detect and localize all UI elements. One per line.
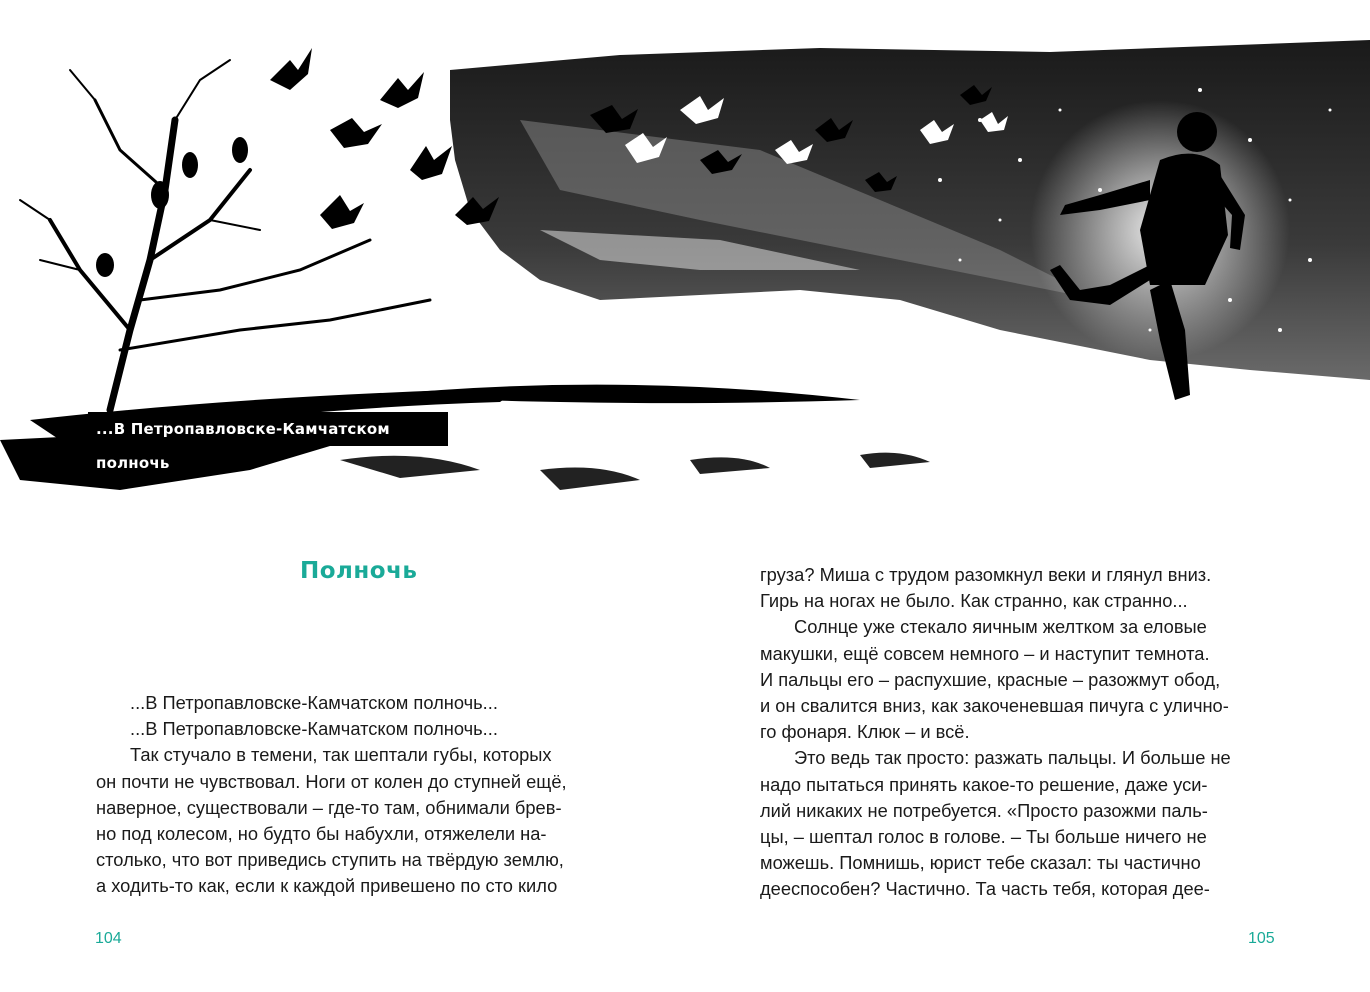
text-line: Солнце уже стекало яичным желтком за еловые [794, 616, 1207, 638]
text-line: столько, что вот приведись ступить на твёрдую землю, [96, 849, 564, 871]
left-page-text [96, 690, 616, 900]
bare-tree [20, 60, 430, 410]
text-line: И пальцы его – распухшие, красные – разожмут обод, [760, 668, 1221, 690]
text-line: а ходить-то как, если к каждой привешено по сто кило [96, 875, 558, 897]
page-number-left: 104 [95, 930, 122, 947]
right-page-text [760, 562, 1280, 903]
text-line: наверное, существовали – где-то там, обнимали брев- [96, 796, 562, 818]
text-line: цы, – шептал голос в голове. – Ты больше ничего не [760, 826, 1207, 848]
text-line: Это ведь так просто: разжать пальцы. И больше не [794, 747, 1231, 769]
text-line: надо пытаться принять какое-то решение, даже уси- [760, 773, 1208, 795]
text-line: можешь. Помнишь, юрист тебе сказал: ты частично [760, 852, 1201, 874]
text-line: но под колесом, но будто бы набухли, отяжелели на- [96, 823, 547, 845]
text-line: макушки, ещё совсем немного – и наступит темнота. [760, 642, 1210, 664]
text-line: дееспособен? Частично. Та часть тебя, которая дее- [760, 878, 1210, 900]
chapter-title: Полночь [300, 558, 418, 584]
illustration-caption: ...В Петропавловске-Камчатском полночь [88, 412, 448, 446]
text-line: лий никаких не потребуется. «Просто разожми паль- [760, 799, 1208, 821]
text-line: ...В Петропавловске-Камчатском полночь... [130, 692, 498, 713]
text-line: Гирь на ногах не было. Как странно, как странно... [760, 590, 1188, 612]
text-line: ...В Петропавловске-Камчатском полночь... [130, 718, 498, 740]
page-number-right: 105 [1248, 930, 1275, 947]
text-line: груза? Миша с трудом разомкнул веки и глянул вниз. [760, 564, 1212, 585]
text-line: он почти не чувствовал. Ноги от колен до ступней ещё, [96, 770, 567, 792]
snowy-ground [0, 385, 1370, 510]
text-line: Так стучало в темени, так шептали губы, которых [130, 744, 552, 766]
text-line: и он свалится вниз, как закоченевшая пичуга с улично- [760, 695, 1229, 717]
text-line: го фонаря. Клюк – и всё. [760, 721, 970, 743]
